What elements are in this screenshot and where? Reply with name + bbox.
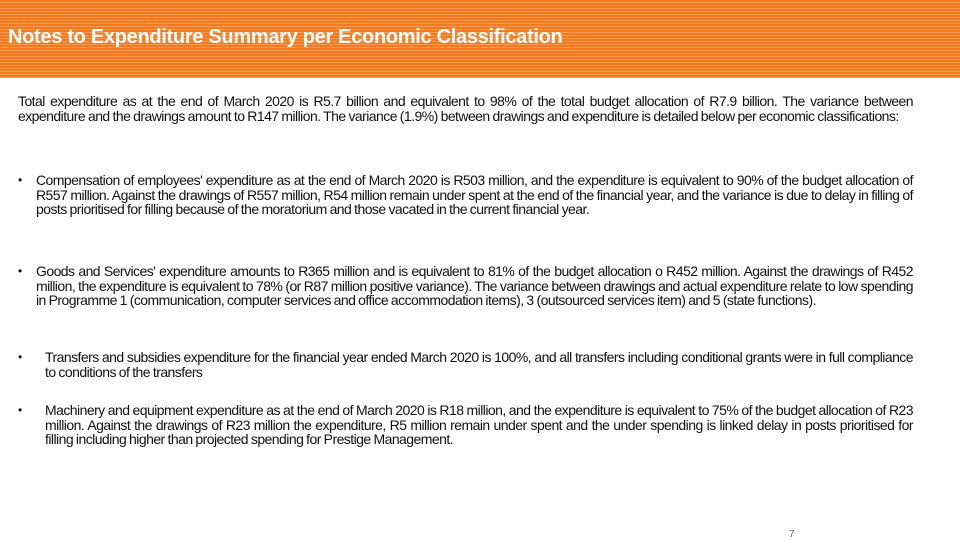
bullet-icon: • — [18, 173, 23, 187]
bullet-icon: • — [18, 264, 23, 278]
bullet-compensation: Compensation of employees' expenditure as at the end of March 2020 is R503 million, and the expenditure is equivalent to 90% of the budget allocation of R557 million. Against the drawings of R557 million, R54 million remain under spent at the end of the financial year, and the variance is due to delay in filling of posts prioritised for filling because of the moratorium and those vacated in the current financial year. — [36, 172, 913, 218]
page-title: Notes to Expenditure Summary per Economic Classification — [8, 26, 563, 48]
intro-paragraph: Total expenditure as at the end of March 2020 is R5.7 billion and equivalent to 98% of the total budget allocation of R7.9 billion. The variance between expenditure and the drawings amount to R147 million. The variance (1.9%) between drawings and expenditure is detailed below per economic classifications: — [18, 93, 913, 124]
bullet-transfers: Transfers and subsidies expenditure for the financial year ended March 2020 is 100%, and all transfers including conditional grants were in full compliance to conditions of the transfers — [45, 349, 913, 380]
bullet-goods-services: Goods and Services' expenditure amounts to R365 million and is equivalent to 81% of the budget allocation o R452 million. Against the drawings of R452 million, the expenditure is equivalent to 78% (or R87 million positive variance). The variance between drawings and actual expenditure relate to low spending in Programme 1 (communication, computer services and office accommodation items), 3 (outsourced services item) and 5 (state functions). — [36, 263, 913, 309]
bullet-icon: • — [18, 350, 23, 364]
bullet-icon: • — [18, 403, 23, 417]
title-banner — [0, 0, 960, 78]
bullet-machinery: Machinery and equipment expenditure as at the end of March 2020 is R18 million, and the expenditure is equivalent to 75% of the budget allocation of R23 million. Against the drawings of R23 million the expenditure, R5 million remain under spent and the under spending is linked delay in posts prioritised for filling including higher than projected spending for Prestige Management. — [45, 402, 913, 448]
page-number: 7 — [789, 529, 795, 540]
